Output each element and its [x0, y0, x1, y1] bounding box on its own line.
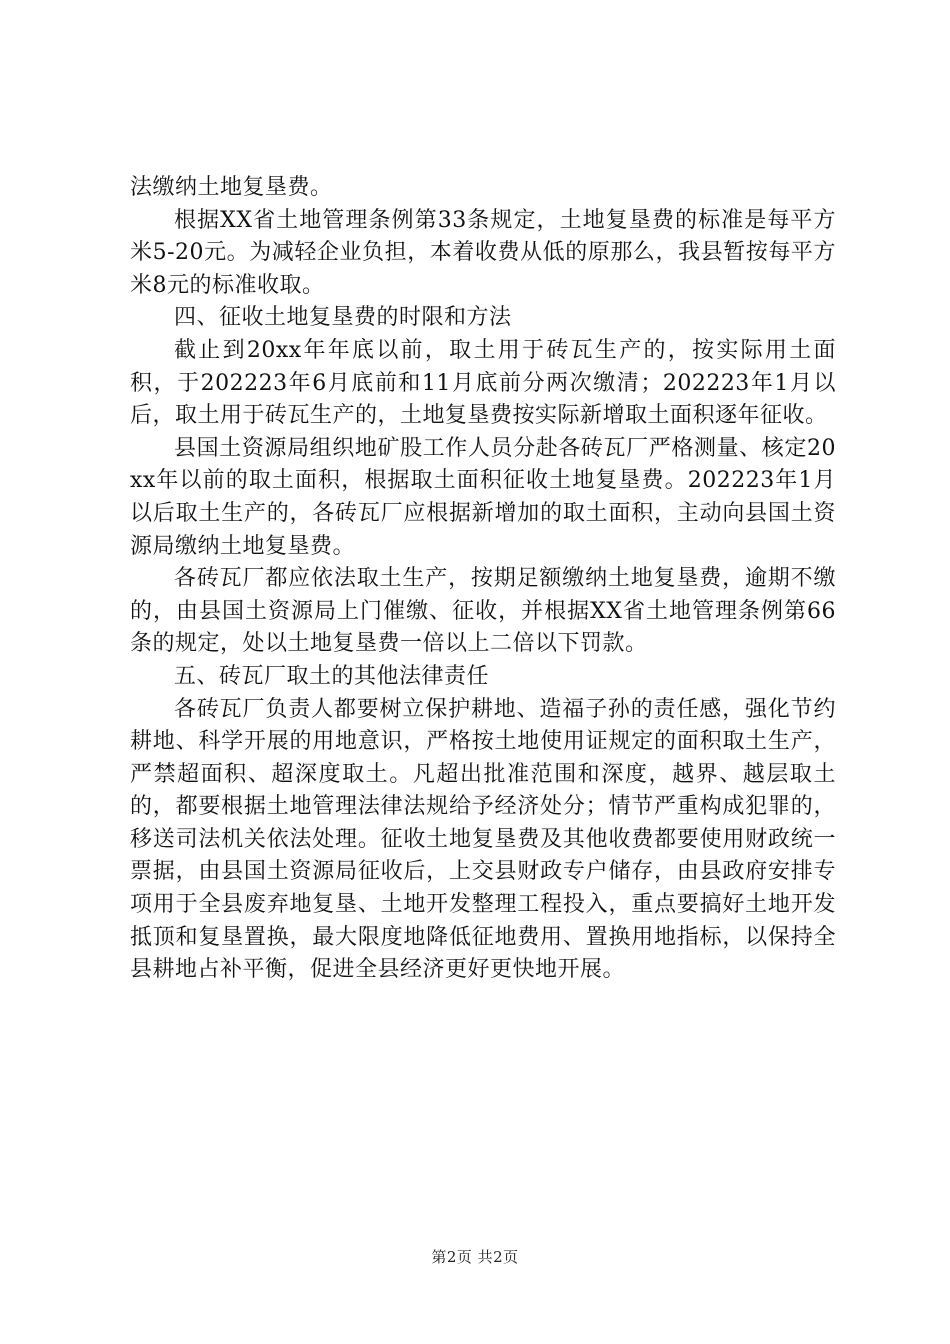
paragraph-continuation: 法缴纳土地复垦费。 [130, 175, 333, 200]
page-number-footer: 第2页 共2页 [431, 1248, 519, 1266]
paragraph-fee-standard: 根据XX省土地管理条例第33条规定，土地复垦费的标准是每平方米5-20元。为减轻企业负担，本着收费从低的原那么，我县暂按每平方米8元的标准收取。 [130, 207, 836, 298]
section-heading-5: 五、砖瓦厂取土的其他法律责任 [174, 663, 490, 689]
paragraph-measurement: 县国土资源局组织地矿股工作人员分赴各砖瓦厂严格测量、核定20xx年以前的取土面积，根据取土面积征收土地复垦费。202223年1月以后取土生产的，各砖瓦厂应根据新增加的取土面积，主动向县国土资源局缴纳土地复垦费。 [130, 435, 836, 559]
document-body [130, 172, 836, 987]
paragraph-legal-responsibility: 各砖瓦厂负责人都要树立保护耕地、造福子孙的责任感，强化节约耕地、科学开展的用地意识，严格按土地使用证规定的面积取土生产，严禁超面积、超深度取土。凡超出批准范围和深度，越界、越层取土的，都要根据土地管理法律法规给予经济处分；情节严重构成犯罪的，移送司法机关依法处理。征收土地复垦费及其他收费都要使用财政统一票据，由县国土资源局征收后，上交县财政专户储存，由县政府安排专项用于全县废弃地复垦、土地开发整理工程投入，重点要搞好土地开发抵顶和复垦置换，最大限度地降低征地费用、置换用地指标，以保持全县耕地占补平衡，促进全县经济更好更快地开展。 [130, 696, 836, 983]
paragraph-penalty: 各砖瓦厂都应依法取土生产，按期足额缴纳土地复垦费，逾期不缴的，由县国土资源局上门催缴、征收，并根据XX省土地管理条例第66条的规定，处以土地复垦费一倍以上二倍以下罚款。 [130, 566, 836, 657]
section-heading-4: 四、征收土地复垦费的时限和方法 [174, 305, 512, 331]
paragraph-deadline: 截止到20xx年年底以前，取土用于砖瓦生产的，按实际用土面积，于202223年6月底前和11月底前分两次缴清；202223年1月以后，取土用于砖瓦生产的，土地复垦费按实际新增取土面积逐年征收。 [130, 337, 836, 429]
